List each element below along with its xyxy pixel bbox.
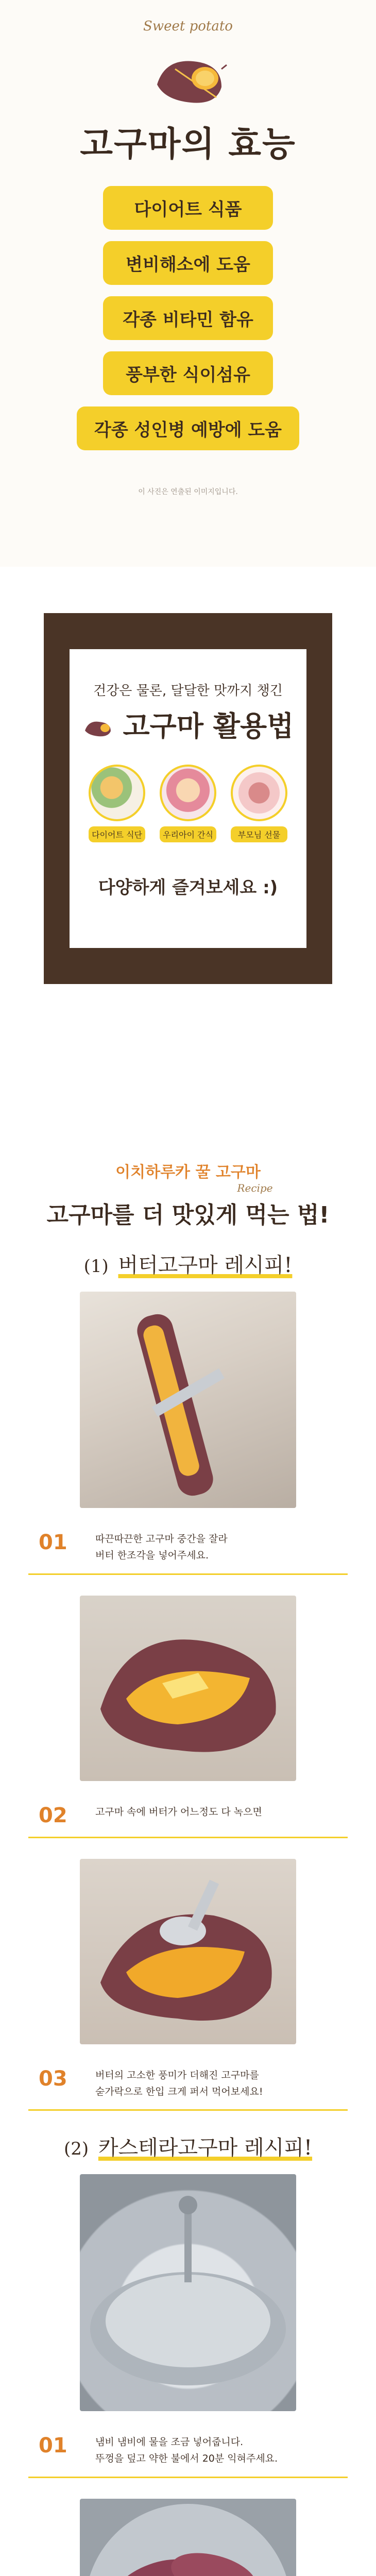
circle-kids — [160, 765, 216, 842]
butter-melting-image — [80, 1596, 296, 1781]
hero-title: 고구마의 효능 — [80, 124, 296, 164]
promo-subtitle: 건강은 물론, 달달한 맛까지 챙긴 — [93, 683, 283, 699]
step-number: 01 — [39, 1531, 67, 1554]
pot-image — [80, 2174, 296, 2411]
kids-snack-image — [160, 765, 216, 821]
benefit-pill: 각종 성인병 예방에 도움 — [77, 406, 299, 450]
circle-label: 부모님 선물 — [231, 826, 287, 842]
sweet-potato-icon — [144, 48, 232, 110]
recipes-script: Recipe — [237, 1182, 273, 1194]
step-number: 01 — [39, 2434, 67, 2458]
recipe2-step-1 — [28, 2425, 348, 2478]
potatoes-in-pot-photo — [80, 2499, 296, 2576]
promo-cta: 다양하게 즐겨보세요 :) — [98, 877, 278, 898]
recipes-section — [0, 1123, 376, 2576]
sweet-potato-icon — [82, 718, 113, 738]
recipe1-number: (1) — [83, 1256, 109, 1277]
step-text: 따끈따끈한 고구마 중간을 잘라 버터 한조각을 넣어주세요. — [95, 1533, 228, 1562]
recipes-prefix — [0, 1159, 376, 1182]
benefit-list — [0, 186, 376, 450]
butter-photo-2 — [80, 1596, 296, 1781]
step-text: 냄비 냄비에 물을 조금 넣어줍니다. 뚜껑을 덮고 약한 불에서 20분 익혀주세요. — [95, 2436, 278, 2465]
butter-knife-image — [80, 1292, 296, 1508]
recipe1-step-3 — [28, 2058, 348, 2111]
pot-photo — [80, 2174, 296, 2411]
usage-promo-section — [0, 567, 376, 1123]
hero-section — [0, 0, 376, 567]
potatoes-image — [80, 2499, 296, 2576]
diet-meal-image — [89, 765, 145, 821]
benefit-pill: 변비해소에 도움 — [103, 241, 273, 285]
promo-circles — [70, 765, 306, 842]
benefit-pill: 풍부한 식이섬유 — [103, 351, 273, 395]
recipes-title: 고구마를 더 맛있게 먹는 법! — [46, 1202, 330, 1228]
circle-gift — [231, 765, 287, 842]
recipe2-title: 카스테라고구마 레시피! — [98, 2136, 313, 2160]
promo-card — [70, 649, 306, 948]
circle-label: 우리아이 간식 — [160, 826, 216, 842]
recipes-prefix-text: 이치하루카 꿀 고구마 — [115, 1163, 261, 1181]
promo-title — [70, 704, 306, 744]
step-text: 고구마 속에 버터가 어느정도 다 녹으면 — [95, 1806, 262, 1818]
benefit-pill: 다이어트 식품 — [103, 186, 273, 230]
parents-gift-image — [231, 765, 287, 821]
recipe1-step-1 — [28, 1521, 348, 1575]
recipe1-step-2 — [28, 1794, 348, 1838]
promo-frame — [44, 613, 332, 984]
step-number: 02 — [39, 1803, 67, 1827]
hero-tag: Sweet potato — [143, 19, 233, 34]
recipe2-number: (2) — [63, 2139, 89, 2160]
hero-note: 이 사진은 연출된 이미지입니다. — [138, 488, 238, 496]
step-number: 03 — [39, 2066, 67, 2091]
circle-diet — [89, 765, 145, 842]
promo-title-text: 고구마 활용법 — [123, 710, 294, 742]
butter-spoon-image — [80, 1859, 296, 2044]
recipe1-heading — [0, 1249, 376, 1278]
recipe2-heading — [0, 2131, 376, 2161]
butter-photo-3 — [80, 1859, 296, 2044]
recipe1-title: 버터고구마 레시피! — [118, 1253, 293, 1277]
benefit-pill: 각종 비타민 함유 — [103, 296, 273, 340]
step-text: 버터의 고소한 풍미가 더해진 고구마를 숟가락으로 한입 크게 퍼서 먹어보세요! — [95, 2069, 263, 2097]
butter-photo-1 — [80, 1292, 296, 1508]
circle-label: 다이어트 식단 — [89, 826, 145, 842]
